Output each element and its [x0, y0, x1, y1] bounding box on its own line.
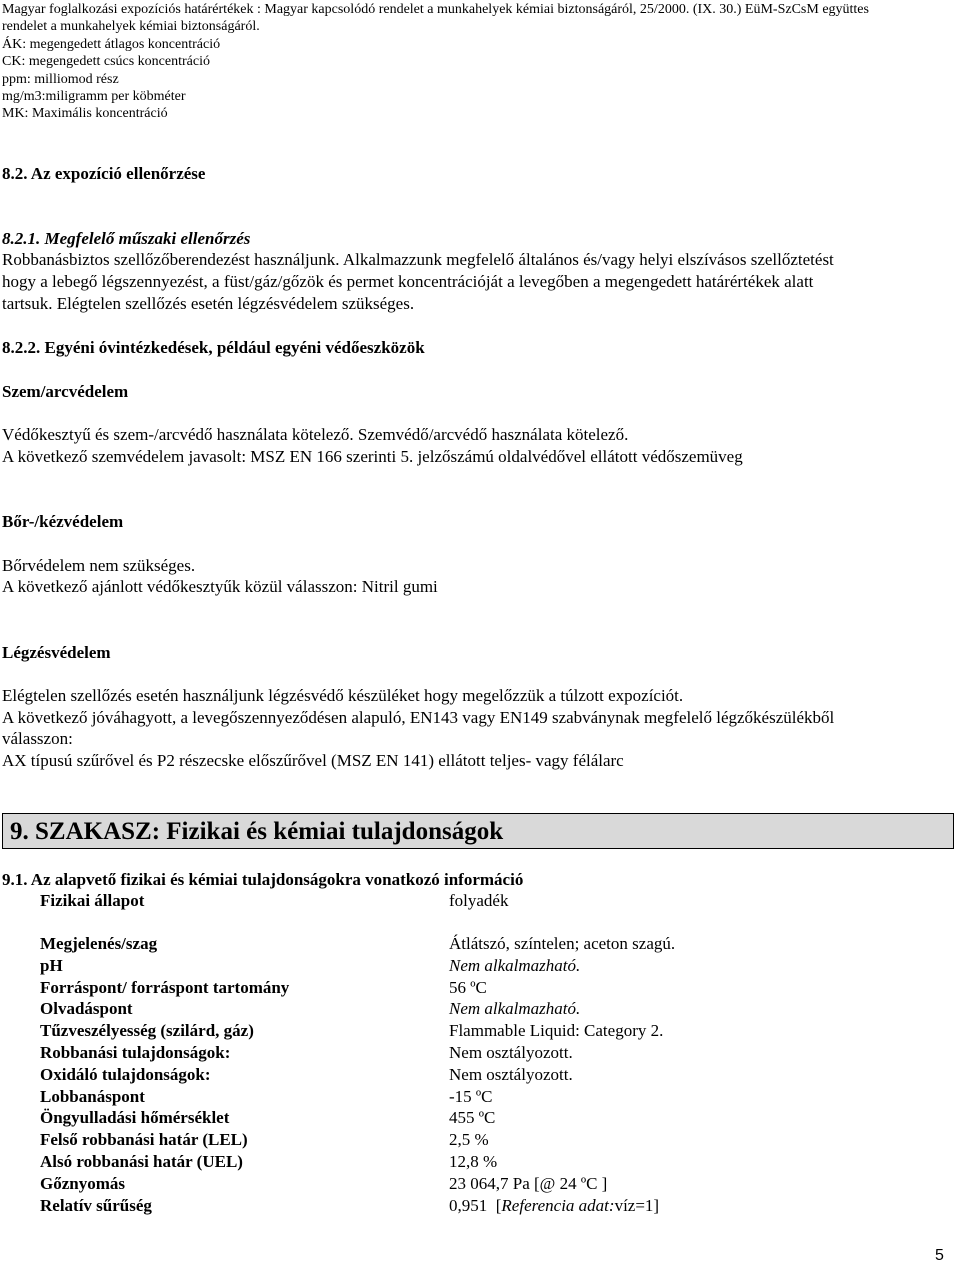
- header-line: Magyar foglalkozási expozíciós határértékek : Magyar kapcsolódó rendelet a munkahelyek kémiai biztonságáról, 25/2000. (IX. 30.) EüM-SzCsM együttes: [2, 2, 869, 17]
- property-label: Öngyulladási hőmérséklet: [40, 1108, 230, 1127]
- property-value: folyadék: [449, 891, 509, 910]
- respiratory-protection-title: Légzésvédelem: [2, 643, 111, 662]
- property-label: Oxidáló tulajdonságok:: [40, 1065, 211, 1084]
- property-label: Alsó robbanási határ (UEL): [40, 1152, 243, 1171]
- property-row: [40, 933, 920, 955]
- density-reference-value: víz=1]: [614, 1196, 660, 1215]
- property-value: -15 ºC: [449, 1087, 493, 1106]
- property-value: [449, 1195, 659, 1217]
- property-value: Nem osztályozott.: [449, 1043, 573, 1062]
- paragraph-line: Védőkesztyű és szem-/arcvédő használata kötelező. Szemvédő/arcvédő használata kötelező.: [2, 425, 629, 444]
- property-row: [40, 1129, 920, 1151]
- header-line: ppm: milliomod rész: [2, 72, 119, 87]
- paragraph-line: Elégtelen szellőzés esetén használjunk légzésvédő készüléket hogy megelőzzük a túlzott expozíciót.: [2, 686, 684, 705]
- property-row: [40, 1020, 920, 1042]
- section-8-2-title: 8.2. Az expozíció ellenőrzése: [2, 164, 206, 183]
- property-value: 12,8 %: [449, 1152, 498, 1171]
- section-8-2-2-title: 8.2.2. Egyéni óvintézkedések, például egyéni védőeszközök: [2, 338, 425, 357]
- paragraph-line: A következő ajánlott védőkesztyűk közül válasszon: Nitril gumi: [2, 577, 438, 596]
- section-9-1-title: 9.1. Az alapvető fizikai és kémiai tulajdonságokra vonatkozó információ: [2, 870, 524, 889]
- header-line: rendelet a munkahelyek kémiai biztonságáról.: [2, 19, 260, 34]
- eye-protection-title: Szem/arcvédelem: [2, 382, 129, 401]
- header-line: CK: megengedett csúcs koncentráció: [2, 54, 210, 69]
- property-label: Megjelenés/szag: [40, 934, 158, 953]
- property-row: [40, 998, 920, 1020]
- paragraph-line: hogy a lebegő légszennyezést, a füst/gáz/gőzök és permet koncentrációját a levegőben a megengedett határértékek alatt: [2, 272, 814, 291]
- skin-protection-title: Bőr-/kézvédelem: [2, 512, 124, 531]
- property-row: [40, 1042, 920, 1064]
- paragraph-line: válasszon:: [2, 729, 73, 748]
- density-reference-label: Referencia adat:: [501, 1196, 615, 1215]
- property-value: Flammable Liquid: Category 2.: [449, 1021, 664, 1040]
- density-bracket: [: [495, 1196, 502, 1215]
- paragraph-line: tartsuk. Elégtelen szellőzés esetén légzésvédelem szükséges.: [2, 294, 415, 313]
- paragraph-line: AX típusú szűrővel és P2 részecske előszűrővel (MSZ EN 141) ellátott teljes- vagy félálarc: [2, 751, 624, 770]
- header-line: ÁK: megengedett átlagos koncentráció: [2, 37, 221, 52]
- section-9-heading-box: [2, 813, 954, 849]
- property-label: Relatív sűrűség: [40, 1196, 152, 1215]
- property-label: Forráspont/ forráspont tartomány: [40, 978, 290, 997]
- header-line: MK: Maximális koncentráció: [2, 106, 168, 121]
- page-number: 5: [935, 1247, 944, 1264]
- paragraph-line: A következő szemvédelem javasolt: MSZ EN 166 szerinti 5. jelzőszámú oldalvédővel ellátott védőszemüveg: [2, 447, 743, 466]
- property-label: Robbanási tulajdonságok:: [40, 1043, 231, 1062]
- property-row-relative-density: [40, 1195, 920, 1217]
- property-label: Gőznyomás: [40, 1174, 125, 1193]
- property-label: pH: [40, 956, 63, 975]
- property-label: Lobbanáspont: [40, 1087, 145, 1106]
- property-row: [40, 1086, 920, 1108]
- paragraph-line: A következő jóváhagyott, a levegőszennyeződésen alapuló, EN143 vagy EN149 szabványnak megfelelő légzőkészülékből: [2, 708, 835, 727]
- property-value: 2,5 %: [449, 1130, 489, 1149]
- density-number: 0,951: [449, 1196, 488, 1215]
- property-row-physical-state: [40, 890, 920, 912]
- property-row: [40, 1151, 920, 1173]
- property-label: Fizikai állapot: [40, 891, 145, 910]
- section-9-title: 9. SZAKASZ: Fizikai és kémiai tulajdonságok: [10, 818, 504, 845]
- property-label: Olvadáspont: [40, 999, 133, 1018]
- property-value: 455 ºC: [449, 1108, 496, 1127]
- paragraph-line: Robbanásbiztos szellőzőberendezést használjunk. Alkalmazzunk megfelelő általános és/vagy helyi elszívásos szellőztetést: [2, 250, 834, 269]
- property-value: 56 ºC: [449, 978, 487, 997]
- property-row: [40, 977, 920, 999]
- property-label: Felső robbanási határ (LEL): [40, 1130, 248, 1149]
- property-label: Tűzveszélyesség (szilárd, gáz): [40, 1021, 254, 1040]
- paragraph-line: Bőrvédelem nem szükséges.: [2, 556, 196, 575]
- property-row: [40, 1064, 920, 1086]
- property-value: Nem alkalmazható.: [449, 956, 581, 975]
- section-8-2-1-title: 8.2.1. Megfelelő műszaki ellenőrzés: [2, 229, 251, 248]
- header-line: mg/m3:miligramm per köbméter: [2, 89, 186, 104]
- property-row: [40, 1107, 920, 1129]
- property-value: Nem alkalmazható.: [449, 999, 581, 1018]
- property-value: Átlátszó, színtelen; aceton szagú.: [449, 934, 676, 953]
- property-row: [40, 955, 920, 977]
- property-row: [40, 1173, 920, 1195]
- property-value: 23 064,7 Pa [@ 24 ºC ]: [449, 1174, 608, 1193]
- property-value: Nem osztályozott.: [449, 1065, 573, 1084]
